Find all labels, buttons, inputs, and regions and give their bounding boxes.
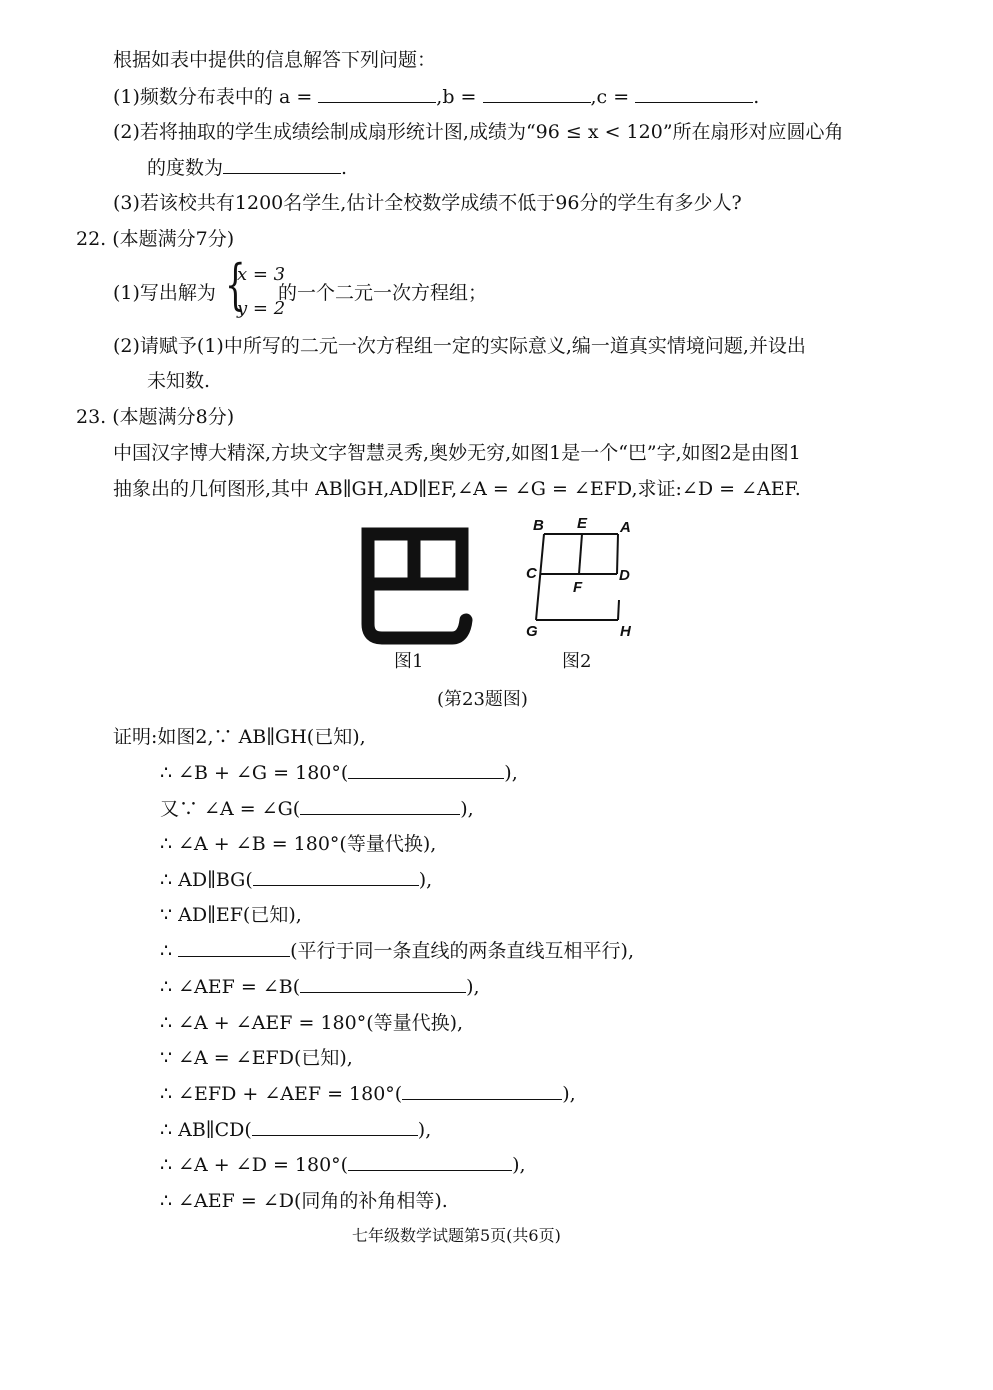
- proof-step-text: ∴ ∠B + ∠G = 180°(: [160, 762, 349, 784]
- q23-intro-line1: 中国汉字博大精深,方块文字智慧灵秀,奥妙无穷,如图1是一个“巴”字,如图2是由图1: [113, 442, 801, 464]
- proof-step-text: ∴ ∠A + ∠AEF = 180°(等量代换),: [160, 1012, 464, 1034]
- proof-step: [160, 1045, 353, 1071]
- proof-answer-blank[interactable]: [348, 1152, 512, 1171]
- figure-2-label: 图2: [562, 651, 592, 672]
- segment-ef: [579, 534, 582, 574]
- proof-step-text: ∴ ∠AEF = ∠B(: [160, 976, 301, 998]
- q21-p1-c: ,c =: [590, 86, 630, 108]
- equation-x: x = 3: [237, 264, 286, 285]
- q21-p1-pre: (1)频数分布表中的 a =: [113, 86, 313, 108]
- q23-intro-line2: 抽象出的几何图形,其中 AB∥GH,AD∥EF,∠A = ∠G = ∠EFD,求证:∠D = ∠AEF.: [113, 478, 801, 500]
- answer-blank-angle[interactable]: [223, 155, 341, 174]
- point-e-label: E: [577, 515, 588, 532]
- point-a-label: A: [620, 519, 631, 536]
- q21-part2-line1: (2)若将抽取的学生成绩绘制成扇形统计图,成绩为“96 ≤ x < 120”所在扇形对应圆心角: [113, 121, 844, 143]
- q22-part1-pre: (1)写出解为: [113, 282, 216, 304]
- proof-step-text: ∴ AD∥BG(: [160, 869, 253, 891]
- q23-header: 23. (本题满分8分): [76, 406, 235, 428]
- q21-intro: 根据如表中提供的信息解答下列问题：: [113, 49, 437, 71]
- proof-step-text: ∴: [160, 940, 173, 962]
- proof-answer-blank[interactable]: [300, 796, 460, 815]
- segment-bg: [536, 534, 544, 620]
- proof-step-text: 又∵ ∠A = ∠G(: [160, 798, 301, 820]
- page-footer: 七年级数学试题第5页(共6页): [352, 1226, 561, 1245]
- answer-blank-b[interactable]: [483, 84, 591, 103]
- proof-step-text: ∴ ∠EFD + ∠AEF = 180°(: [160, 1083, 403, 1105]
- equation-brace: {: [225, 253, 246, 316]
- figure-2-geometry: [520, 512, 650, 644]
- proof-step-text: ∴ ∠A + ∠B = 180°(等量代换),: [160, 833, 437, 855]
- proof-step-text: ∵ ∠A = ∠EFD(已知),: [160, 1047, 353, 1069]
- point-c-label: C: [526, 565, 537, 582]
- point-b-label: B: [533, 517, 544, 534]
- proof-step: [160, 1081, 576, 1107]
- proof-step-tail: ),: [504, 762, 518, 784]
- figure-1-ba-character: [350, 520, 480, 660]
- q21-part3: (3)若该校共有1200名学生,估计全校数学成绩不低于96分的学生有多少人?: [113, 192, 742, 214]
- q22-part1-post: 的一个二元一次方程组；: [278, 282, 488, 304]
- proof-answer-blank[interactable]: [348, 760, 504, 779]
- equation-y: y = 2: [237, 298, 286, 319]
- proof-step-tail: ),: [460, 798, 474, 820]
- q21-part2-line2: [147, 155, 347, 181]
- segment-ad: [617, 534, 618, 574]
- q22-part2-line2: 未知数.: [147, 370, 211, 392]
- proof-step-tail: ),: [562, 1083, 576, 1105]
- proof-step: [160, 1188, 448, 1214]
- proof-step: [160, 902, 302, 928]
- proof-step-tail: ),: [466, 976, 480, 998]
- q21-p2-end: .: [341, 157, 348, 179]
- point-h-label: H: [620, 623, 631, 640]
- proof-answer-blank[interactable]: [300, 974, 466, 993]
- proof-step: [160, 974, 480, 1000]
- answer-blank-c[interactable]: [635, 84, 753, 103]
- proof-step-tail: (平行于同一条直线的两条直线互相平行),: [290, 940, 635, 962]
- proof-step: [160, 1010, 463, 1036]
- proof-step: [160, 867, 432, 893]
- proof-answer-blank[interactable]: [178, 938, 290, 957]
- proof-step: [160, 1117, 431, 1143]
- point-f-label: F: [573, 579, 583, 596]
- proof-step: [160, 831, 436, 857]
- q21-part1: [113, 84, 759, 110]
- proof-step: [160, 1152, 526, 1178]
- q22-part2-line1: (2)请赋予(1)中所写的二元一次方程组一定的实际意义,编一道真实情境问题,并设出: [113, 335, 806, 357]
- proof-step: [160, 796, 474, 822]
- figure-1-label: 图1: [394, 651, 424, 672]
- proof-step-text: ∵ AD∥EF(已知),: [160, 904, 302, 926]
- answer-blank-a[interactable]: [318, 84, 436, 103]
- proof-step-tail: ),: [418, 869, 433, 891]
- point-g-label: G: [526, 623, 538, 640]
- proof-step-tail: ),: [512, 1154, 526, 1176]
- q22-header: 22. (本题满分7分): [76, 228, 235, 250]
- figure-caption: (第23题图): [437, 689, 528, 710]
- proof-answer-blank[interactable]: [252, 1117, 418, 1136]
- proof-step-text: ∴ ∠A + ∠D = 180°(: [160, 1154, 349, 1176]
- q21-p1-end: .: [753, 86, 760, 108]
- q21-p2-text: 的度数为: [147, 157, 224, 179]
- proof-step-tail: ),: [417, 1119, 432, 1141]
- proof-answer-blank[interactable]: [253, 867, 419, 886]
- q21-p1-b: ,b =: [436, 86, 477, 108]
- proof-step: [160, 938, 634, 964]
- proof-step-text: ∴ AB∥CD(: [160, 1119, 252, 1141]
- proof-step: [160, 760, 518, 786]
- proof-answer-blank[interactable]: [402, 1081, 562, 1100]
- point-d-label: D: [619, 567, 630, 584]
- proof-step-text: ∴ ∠AEF = ∠D(同角的补角相等).: [160, 1190, 448, 1212]
- proof-intro: 证明:如图2,∵ AB∥GH(已知),: [113, 726, 366, 748]
- segment-h-tail: [618, 600, 619, 620]
